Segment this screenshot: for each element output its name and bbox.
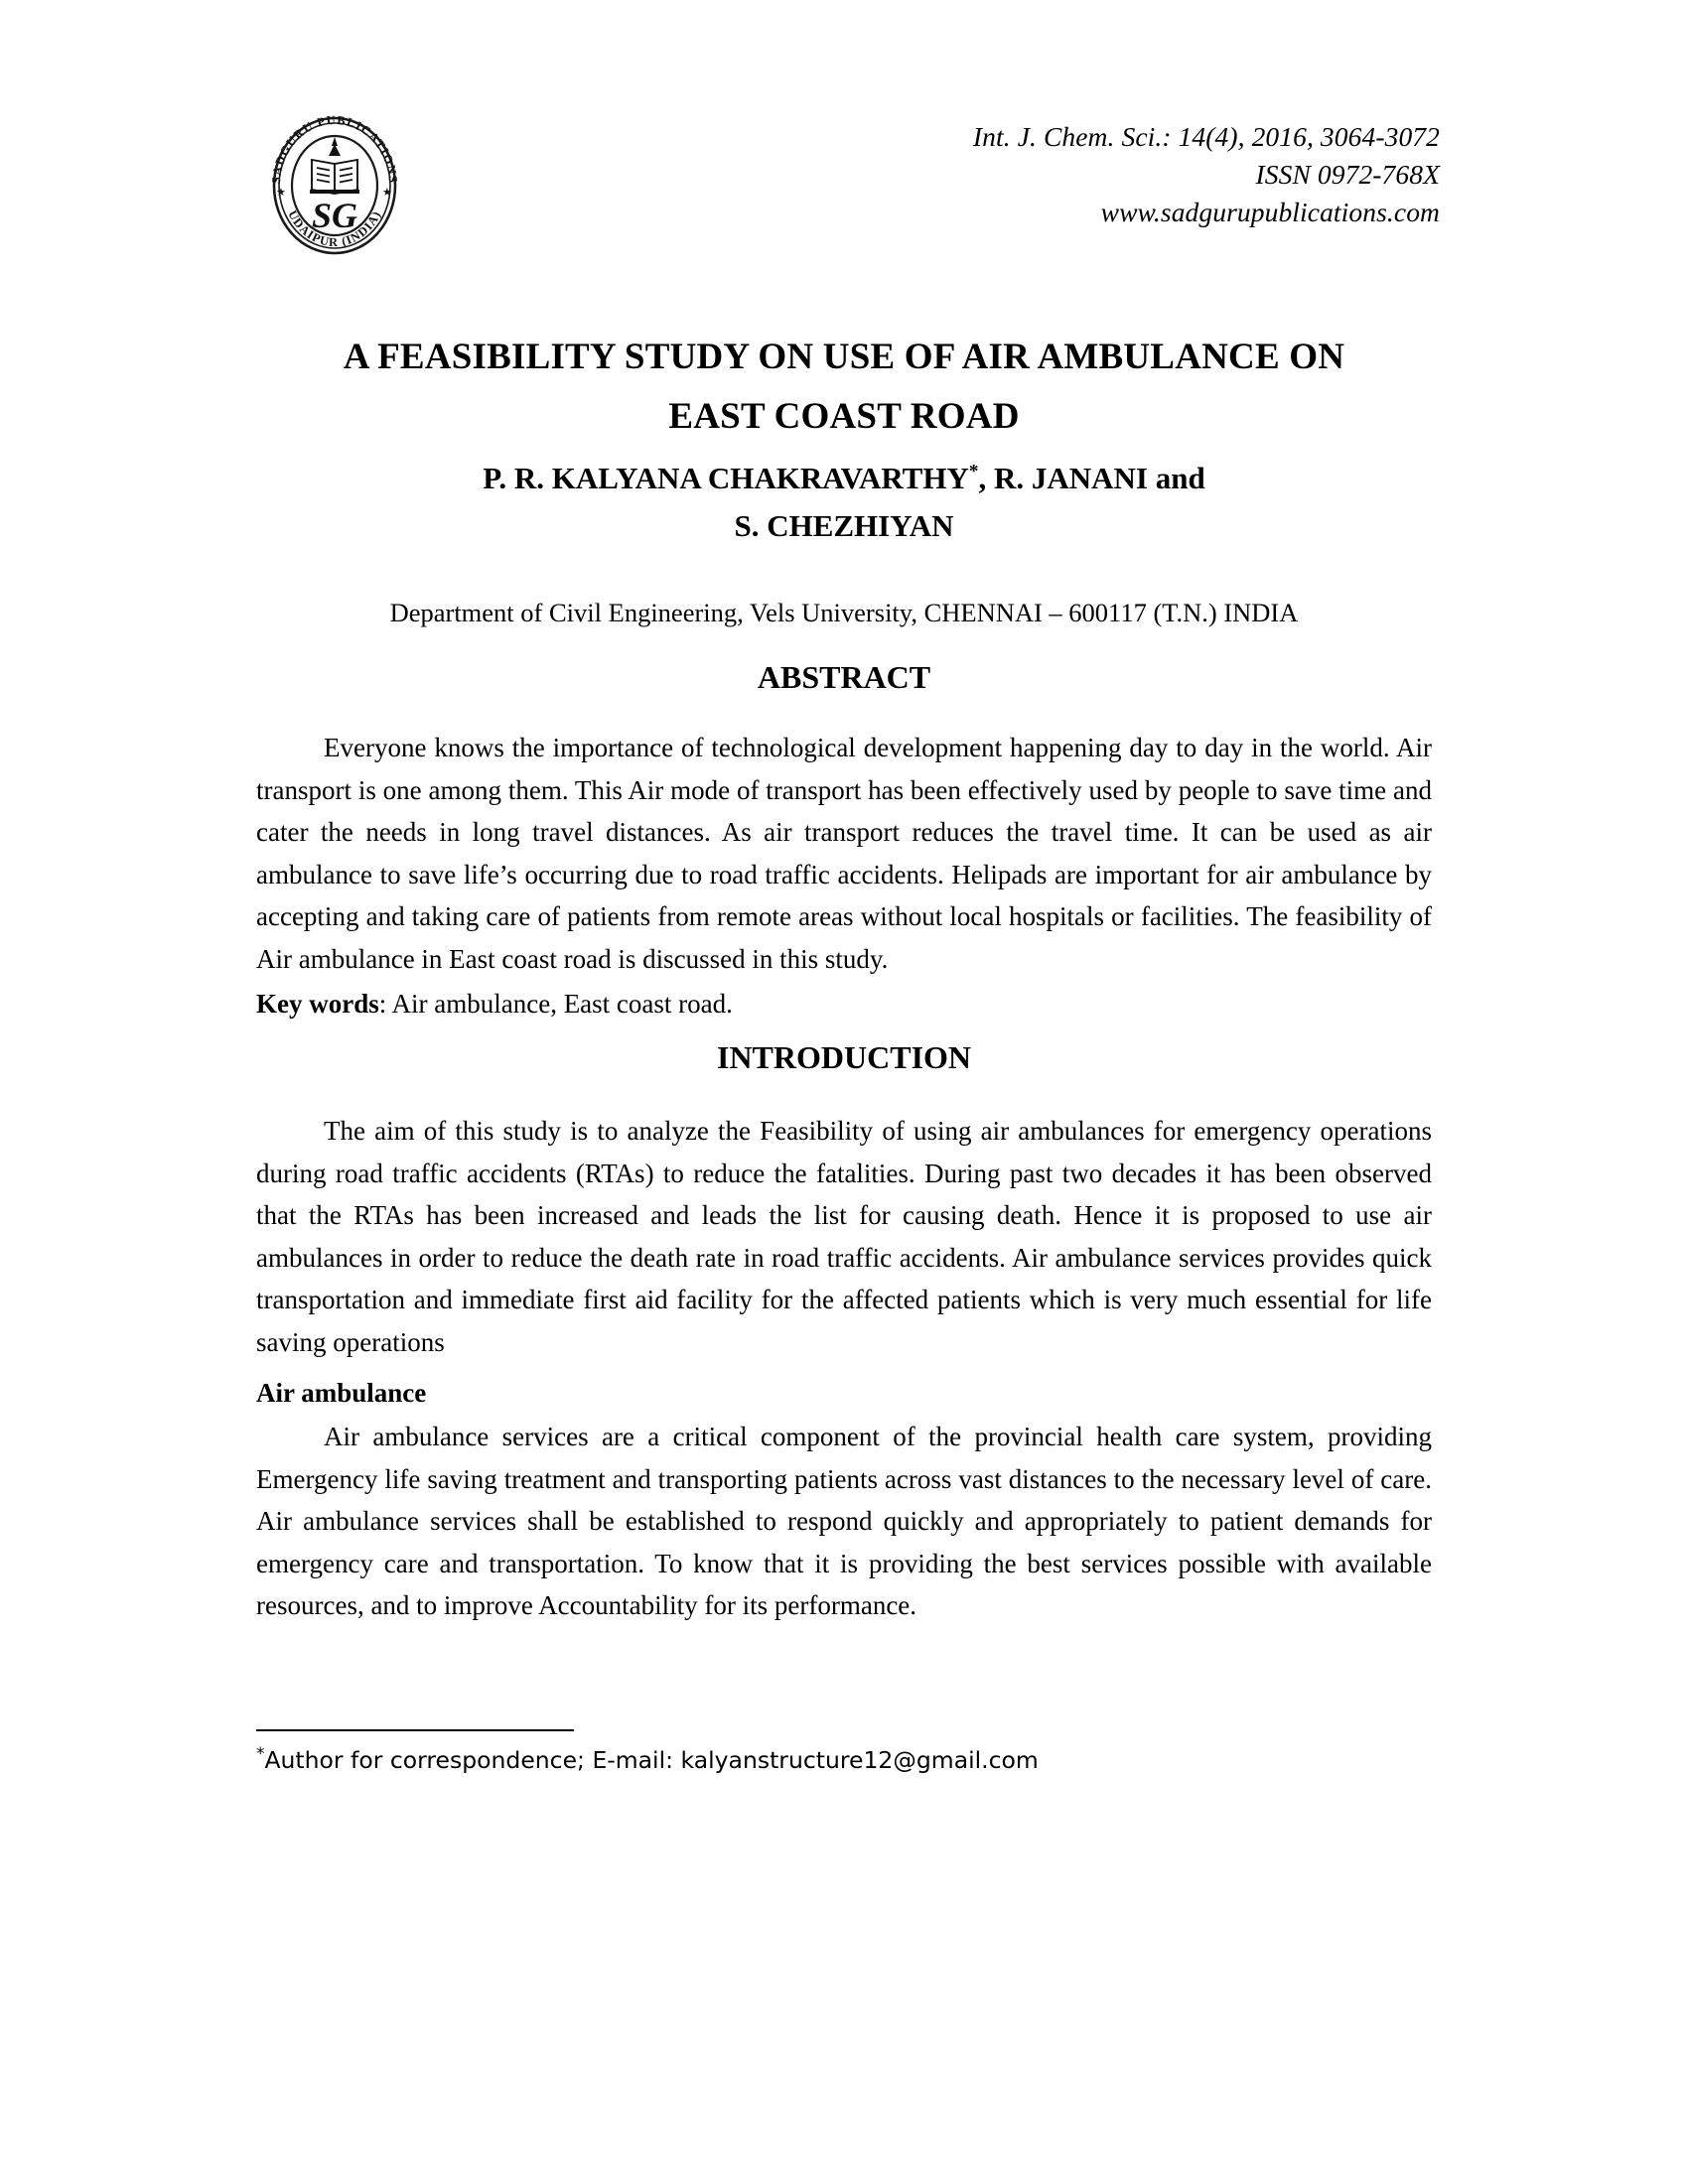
author-line-1-rest: , R. JANANI and (978, 461, 1205, 495)
footnote-marker: * (256, 1743, 265, 1764)
publisher-logo-icon (260, 104, 409, 263)
keywords-value: : Air ambulance, East coast road. (378, 989, 733, 1019)
paper-title-line-1: A FEASIBILITY STUDY ON USE OF AIR AMBULANCE ON (343, 337, 1345, 377)
footnote-text: Author for correspondence; E-mail: kalyanstructure12@gmail.com (264, 1746, 1039, 1774)
journal-issn: ISSN 0972-768X (1255, 159, 1440, 190)
keywords-line (256, 983, 1432, 1025)
journal-info (973, 118, 1440, 231)
journal-citation: Int. J. Chem. Sci.: 14(4), 2016, 3064-3072 (972, 121, 1440, 152)
svg-text:SG: SG (311, 196, 358, 235)
corresponding-author-marker: * (968, 461, 979, 482)
footnote-separator-rule (256, 1729, 574, 1731)
svg-text:★: ★ (382, 187, 392, 199)
author-line-1 (248, 455, 1440, 502)
journal-website: www.sadgurupublications.com (1100, 197, 1440, 227)
paper-title-line-2: EAST COAST ROAD (668, 396, 1020, 437)
author-line-2: S. CHEZHIYAN (734, 508, 954, 543)
footnote (256, 1743, 1039, 1777)
author-affiliation: Department of Civil Engineering, Vels University, CHENNAI – 600117 (T.N.) INDIA (389, 598, 1299, 627)
introduction-heading: INTRODUCTION (716, 1039, 972, 1075)
page-header (0, 104, 1688, 268)
author-list (248, 455, 1440, 550)
svg-text:★: ★ (276, 187, 286, 199)
air-ambulance-subheading: Air ambulance (256, 1378, 427, 1408)
author-primary-name: P. R. KALYANA CHAKRAVARTHY (483, 461, 969, 495)
abstract-heading: ABSTRACT (757, 659, 931, 695)
air-ambulance-paragraph: Air ambulance services are a critical component of the provincial health care system, providing Emergency life saving treatment and transporting patients across vast distances to the necessary level of care. Air ambulance services shall be established to respond quickly and appropriately to patient demands for emergency care and transportation. To know that it is providing the best services possible with available resources, and to improve Accountability for its performance. (256, 1422, 1432, 1620)
svg-text:UDAIPUR (INDIA): UDAIPUR (INDIA) (285, 207, 384, 250)
keywords-label: Key words (256, 989, 379, 1019)
svg-text:SADGURU PUBLICATIONS: SADGURU PUBLICATIONS (268, 112, 401, 185)
abstract-paragraph: Everyone knows the importance of technological development happening day to day in the world. Air transport is one among them. This Air mode of transport has been effectively used by people to save time and cater the needs in long travel distances. As air transport reduces the travel time. It can be used as air ambulance to save life’s occurring due to road traffic accidents. Helipads are important for air ambulance by accepting and taking care of patients from remote areas without local hospitals or facilities. The feasibility of Air ambulance in East coast road is discussed in this study. (256, 733, 1432, 974)
paper-title (248, 328, 1440, 447)
introduction-paragraph: The aim of this study is to analyze the Feasibility of using air ambulances for emergency operations during road traffic accidents (RTAs) to reduce the fatalities. During past two decades it has been observed that the RTAs has been increased and leads the list for causing death. Hence it is proposed to use air ambulances in order to reduce the death rate in road traffic accidents. Air ambulance services provides quick transportation and immediate first aid facility for the affected patients which is very much essential for life saving operations (256, 1116, 1432, 1357)
